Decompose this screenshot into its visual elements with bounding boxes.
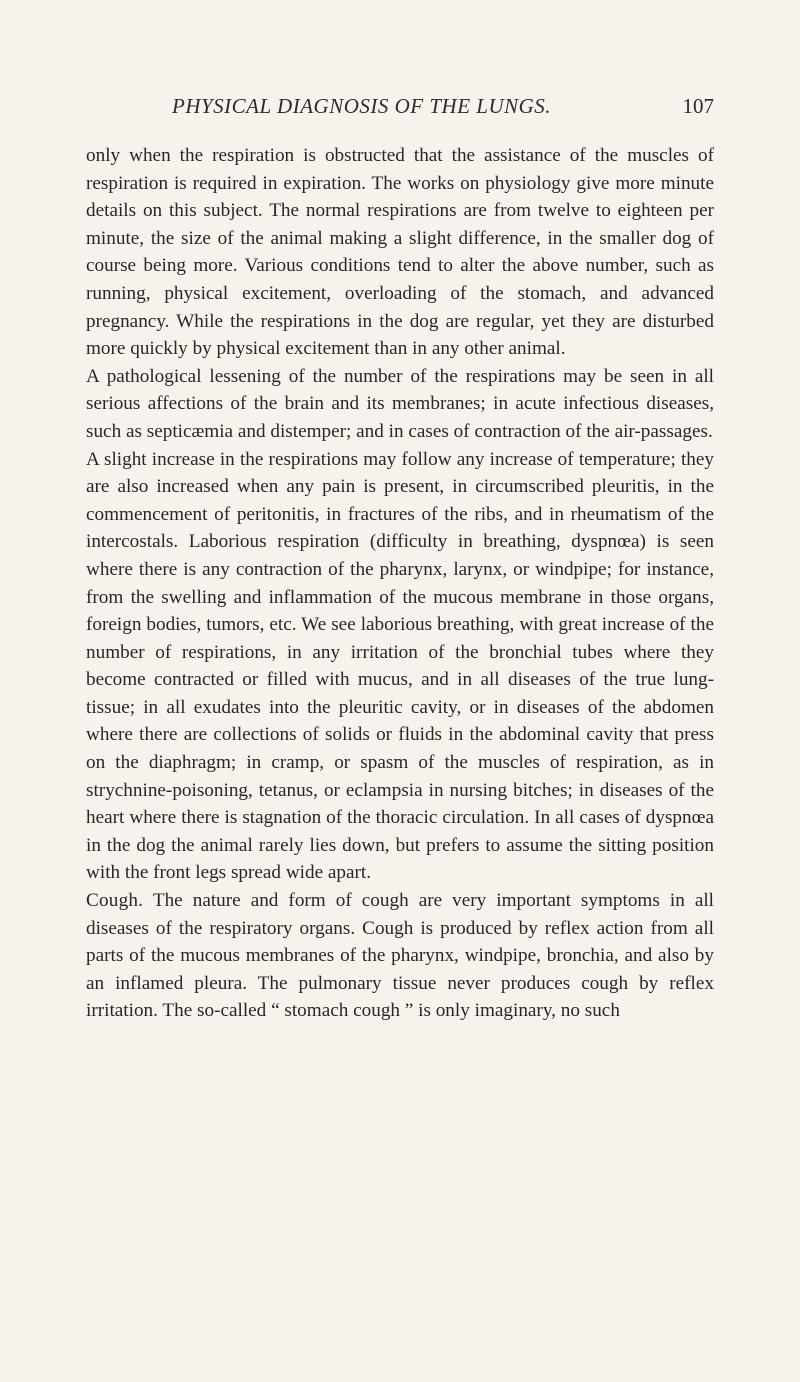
paragraph-respiration-rate (86, 142, 714, 363)
paragraph-text: only when the respiration is obstructed that the assistance of the muscles of respiration is required in expiration. The works on physiology give more minute details on this subject. The normal respirations are from twelve to eighteen per minute, the size of the animal making a slight difference, in the smaller dog of course being more. Various conditions tend to alter the above number, such as running, physical excitement, overloading of the stomach, and advanced pregnancy. While the respirations in the dog are regular, yet they are disturbed more quickly by physical excitement than in any other animal. (86, 145, 714, 360)
paragraph-text: A slight increase in the respirations may follow any increase of temperature; they are also increased when any pain is present, in circumscribed pleuritis, in the commencement of peritonitis, in fractures of the ribs, and in rheumatism of the intercostals. Laborious respiration (difficulty in breathing, dyspnœa) is seen where there is any contraction of the pharynx, larynx, or windpipe; for instance, from the swelling and inflammation of the mucous membrane in those organs, foreign bodies, tumors, etc. We see laborious breathing, with great increase of the number of respirations, in any irritation of the bronchial tubes where they become contracted or filled with mucus, and in all diseases of the true lung-tissue; in all exudates into the pleuritic cavity, or in diseases of the abdomen where there are collections of solids or fluids in the abdominal cavity that press on the diaphragm; in cramp, or spasm of the muscles of respiration, as in strychnine-poisoning, tetanus, or eclampsia in nursing bitches; in diseases of the heart where there is stagnation of the thoracic circulation. In all cases of dyspnœa in the dog the animal rarely lies down, but prefers to assume the sitting position with the front legs spread wide apart. (86, 448, 714, 884)
cough-run-in-heading: Cough. (86, 890, 144, 912)
paragraph-text: The nature and form of cough are very important symptoms in all diseases of the respiratory organs. Cough is produced by reflex action from all parts of the mucous membranes of the pharynx, windpipe, bronchia, and also by an inflamed pleura. The pulmonary tissue never produces cough by reflex irritation. The so-called “ stomach cough ” is only imaginary, no such (86, 890, 714, 1022)
body-text (86, 142, 714, 1025)
paragraph-text: A pathological lessening of the number of the respirations may be seen in all serious affections of the brain and its membranes; in acute infectious diseases, such as septicæmia and distemper; and in cases of contraction of the air-passages. (86, 365, 714, 442)
running-head (172, 94, 714, 124)
paragraph-lessening (86, 363, 714, 446)
running-title: PHYSICAL DIAGNOSIS OF THE LUNGS. (172, 94, 552, 118)
paragraph-increase (86, 446, 714, 888)
paragraph-cough (86, 887, 714, 1025)
page-number: 107 (682, 94, 714, 118)
